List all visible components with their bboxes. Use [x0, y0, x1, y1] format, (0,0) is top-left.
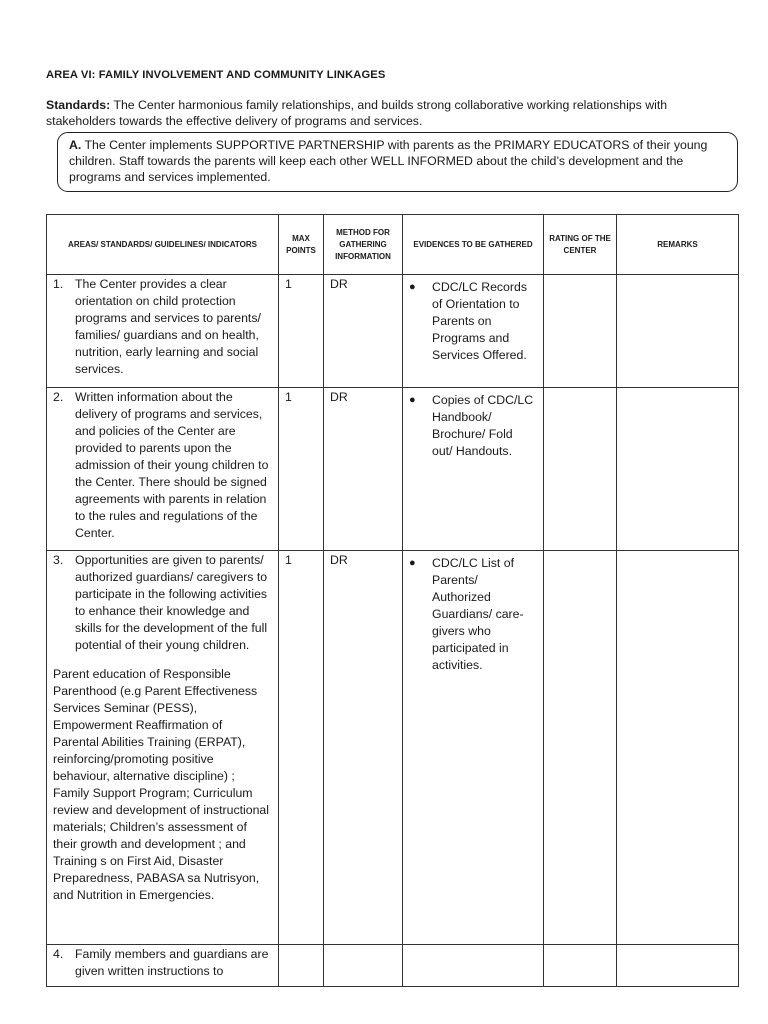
table-row — [47, 388, 739, 551]
section-a-callout — [57, 132, 738, 192]
max-points-cell — [279, 945, 324, 987]
max-points-value: 1 — [285, 553, 292, 567]
header-max-points: MAX POINTS — [279, 215, 324, 275]
rating-cell[interactable] — [544, 945, 617, 987]
indicator-text: Family members and guardians are given written instructions to — [75, 947, 269, 978]
indicator-cell — [47, 945, 279, 987]
method-cell — [324, 388, 403, 551]
bullet-icon: ● — [409, 557, 416, 569]
table-header-row — [47, 215, 739, 275]
evidence-cell — [403, 275, 544, 388]
max-points-cell — [279, 388, 324, 551]
indicator-cell — [47, 551, 279, 945]
indicator-number: 3. — [53, 553, 64, 567]
max-points-value: 1 — [285, 277, 292, 291]
evidence-cell — [403, 945, 544, 987]
remarks-cell[interactable] — [617, 388, 739, 551]
indicator-number: 1. — [53, 277, 64, 291]
callout-label: A. — [69, 138, 82, 152]
method-value: DR — [330, 553, 348, 567]
standards-text: The Center harmonious family relationships, and builds strong collaborative working relationships with stakeholders towards the effective delivery of programs and services. — [46, 98, 668, 128]
remarks-cell[interactable] — [617, 551, 739, 945]
area-title: AREA VI: FAMILY INVOLVEMENT AND COMMUNITY LINKAGES — [46, 69, 386, 81]
header-indicators: AREAS/ STANDARDS/ GUIDELINES/ INDICATORS — [47, 215, 279, 275]
rating-cell[interactable] — [544, 275, 617, 388]
table-row — [47, 275, 739, 388]
indicator-text: The Center provides a clear orientation on child protection programs and services to parents/ families/ guardians and on health, nutrition, early learning and social services. — [75, 277, 261, 376]
remarks-cell[interactable] — [617, 275, 739, 388]
rating-cell[interactable] — [544, 388, 617, 551]
indicator-detail-text: Parent education of Responsible Parenthood (e.g Parent Effectiveness Services Seminar (PESS), Empowerment Reaffirmation of Parental Abilities Training (ERPAT), reinforcing/promoting positive behaviour, alternative discipline) ; Family Support Program; Curriculum review and development of instructional materials; Children’s assessment of their growth and development ; and Training s on First Aid, Disaster Preparedness, PABASA sa Nutrisyon, and Nutrition in Emergencies. — [53, 667, 270, 902]
indicator-cell — [47, 275, 279, 388]
callout-text: The Center implements SUPPORTIVE PARTNERSHIP with parents as the PRIMARY EDUCATORS of their young children. Staff towards the parents will keep each other WELL INFORMED about the child’s development and the programs and services implemented. — [69, 138, 708, 184]
max-points-cell — [279, 275, 324, 388]
max-points-value: 1 — [285, 390, 292, 404]
standards-label: Standards: — [46, 98, 111, 112]
evidence-text: CDC/LC Records of Orientation to Parents on Programs and Services Offered. — [432, 280, 527, 362]
header-rating: RATING OF THE CENTER — [544, 215, 617, 275]
method-value: DR — [330, 277, 348, 291]
max-points-cell — [279, 551, 324, 945]
assessment-table — [46, 214, 739, 987]
indicator-number: 4. — [53, 947, 64, 961]
table-row — [47, 551, 739, 945]
evidence-text: CDC/LC List of Parents/ Authorized Guardians/ care-givers who participated in activities. — [432, 556, 524, 672]
method-cell — [324, 945, 403, 987]
indicator-cell — [47, 388, 279, 551]
indicator-text: Opportunities are given to parents/ authorized guardians/ caregivers to participate in the following activities to enhance their knowledge and skills for the development of the full potential of their young children. — [75, 553, 268, 652]
header-remarks: REMARKS — [617, 215, 739, 275]
method-cell — [324, 551, 403, 945]
rating-cell[interactable] — [544, 551, 617, 945]
standards-paragraph — [46, 97, 736, 129]
header-method: METHOD FOR GATHERING INFORMATION — [324, 215, 403, 275]
indicator-text: Written information about the delivery of programs and services, and policies of the Center are provided to parents upon the admission of their young children to the Center. There should be signed agreements with parents in relation to the rules and regulations of the Center. — [75, 390, 269, 540]
method-cell — [324, 275, 403, 388]
bullet-icon: ● — [409, 281, 416, 293]
evidence-cell — [403, 551, 544, 945]
header-evidences: EVIDENCES TO BE GATHERED — [403, 215, 544, 275]
evidence-cell — [403, 388, 544, 551]
evidence-text: Copies of CDC/LC Handbook/ Brochure/ Fold out/ Handouts. — [432, 393, 534, 458]
method-value: DR — [330, 390, 348, 404]
table-row — [47, 945, 739, 987]
remarks-cell[interactable] — [617, 945, 739, 987]
indicator-number: 2. — [53, 390, 64, 404]
bullet-icon: ● — [409, 394, 416, 406]
